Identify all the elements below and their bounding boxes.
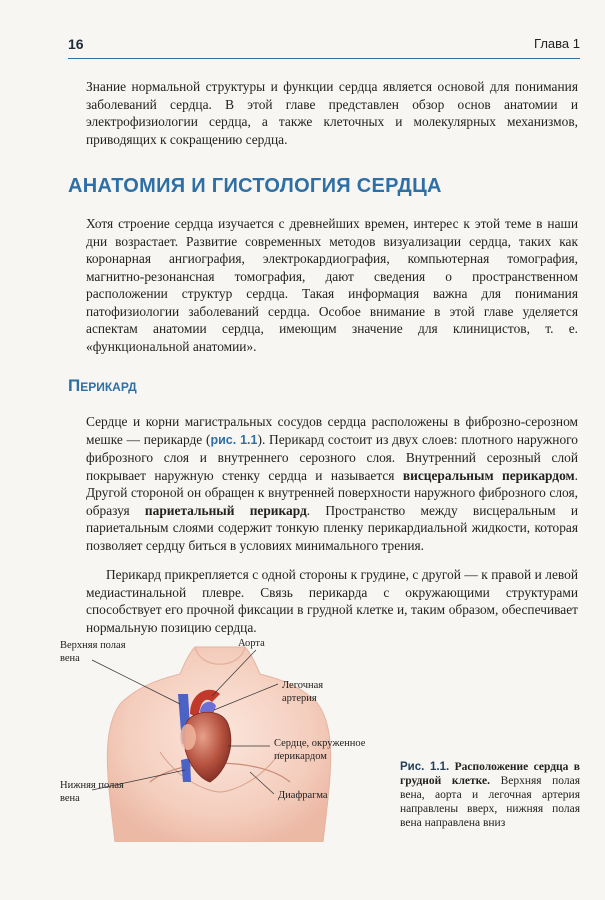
page-header — [68, 36, 580, 59]
label-pulmonary-artery: Легочная артерия — [282, 680, 324, 704]
caption-title: Расположение сердца в грудной клетке. — [400, 761, 580, 787]
label-heart-pericardium: Сердце, окруженное перикардом — [274, 738, 366, 762]
figure-caption — [400, 760, 580, 830]
label-aorta: Аорта — [238, 638, 265, 649]
right-atrium-shape — [180, 724, 196, 750]
text-run: Сердце и корни магистральных сосудов сердца расположены в фиброзно-серозном мешке — перикарде ( — [86, 414, 578, 447]
page-number: 16 — [68, 36, 84, 52]
term-visceral-pericardium: висцеральным перикардом — [402, 467, 575, 483]
label-diaphragm: Диафрагма — [278, 790, 328, 801]
term-parietal-pericardium: париетальный перикард — [144, 502, 307, 518]
chapter-label: Глава 1 — [534, 36, 580, 51]
anatomy-paragraph: Хотя строение сердца изучается с древнейших времен, интерес к этой теме в наши дни возрастает. Развитие современных методов визуализации сердца, таких как коронарная ангиография, электрокардиография, компьютерная томография, магнитно-резонансная томография, дают сведения о пространственном расположении структур сердца. Такая информация важна для понимания патофизиологии заболеваний сердца. Особое внимание в этой главе уделяется аспектам анатомии сердца, имеющим значение для клиницистов, т. е. «функциональной анатомии». — [86, 216, 578, 354]
label-inferior-vena-cava: Нижняя полая вена — [60, 780, 124, 804]
text-run: . Пространство между висцеральным и париетальным слоями содержит тонкую пленку перикардиальной жидкости, которая позволяет сердцу биться в условиях минимального трения. — [86, 502, 578, 553]
caption-text: Верхняя полая вена, аорта и легочная артерия направлены вверх, нижняя полая вена направлена вниз — [400, 775, 580, 829]
text-run: ). Перикард состоит из двух слоев: плотного наружного фиброзного слоя и внутреннего серозного слоя. Внутренний серозный слой покрывает наружную стенку сердца и называется — [86, 431, 578, 483]
figure-reference-link[interactable]: рис. 1.1 — [210, 432, 258, 447]
text-run: . Другой стороной он обращен к внутренней поверхности наружного фиброзного слоя, образуя — [86, 467, 578, 518]
intro-paragraph: Знание нормальной структуры и функции сердца является основой для понимания заболеваний сердца. В этой главе представлен обзор основ анатомии и электрофизиологии сердца, а также клеточных и молекулярных механизмов, приводящих к сокращению сердца. — [86, 79, 578, 147]
caption-number: Рис. 1.1. — [400, 761, 450, 773]
heart-figure — [60, 632, 380, 842]
section-heading: АНАТОМИЯ И ГИСТОЛОГИЯ СЕРДЦА — [68, 175, 442, 197]
pericardium-paragraph-2: Перикард прикрепляется с одной стороны к грудине, с другой — к правой и левой медиастинальной плевре. Связь перикарда с окружающими структурами способствует его прочной фиксации в грудной клетке и, таким образом, обеспечивает нормальную позицию сердца. — [86, 567, 578, 635]
subsection-heading: Перикард — [68, 376, 137, 395]
label-superior-vena-cava: Верхняя полая вена — [60, 640, 126, 664]
pericardium-paragraph-1 — [86, 413, 578, 554]
